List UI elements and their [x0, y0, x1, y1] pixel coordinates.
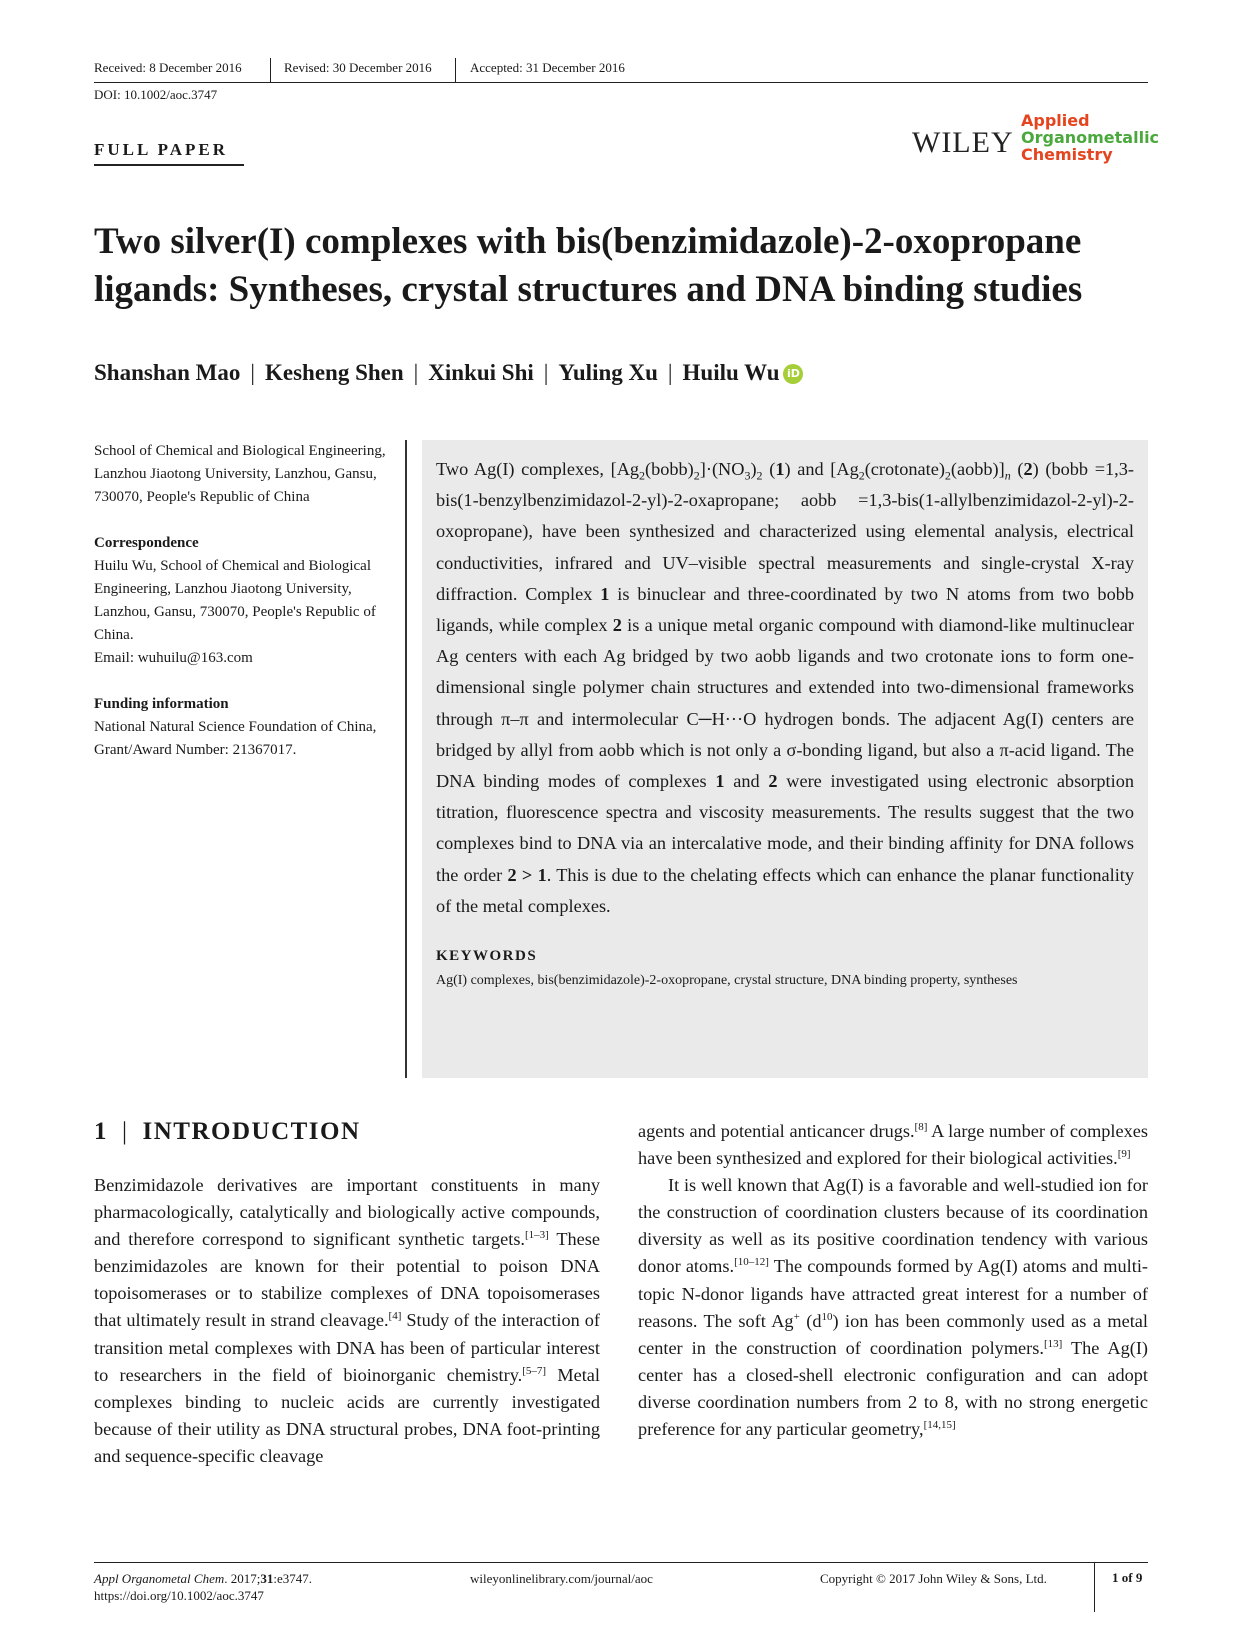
- title-line: Two silver(I) complexes with bis(benzimidazole)-2-oxopropane: [94, 221, 1082, 262]
- section-bar: |: [122, 1118, 129, 1145]
- page-number: 1 of 9: [1112, 1570, 1143, 1585]
- journal-logo-line: Chemistry: [1021, 145, 1113, 164]
- article-type: FULL PAPER: [94, 140, 229, 159]
- author-list: [94, 360, 803, 386]
- right-column: [638, 1118, 1148, 1443]
- citation[interactable]: [10–12]: [734, 1256, 769, 1269]
- intro-paragraph: Benzimidazole derivatives are important constituents in many pharmacologically, catalytically and biologically active compounds, and therefore correspond to significant synthetic targets.[1–3] These benzimidazoles are known for their potential to poison DNA topoisomerases or to stabilize complexes of DNA topoisomerases that ultimately result in strand cleavage.[4] Study of the interaction of transition metal complexes with DNA has been of particular interest to researchers in the field of bioinorganic chemistry.[5–7] Metal complexes binding to nucleic acids are currently investigated because of their utility as DNA structural probes, DNA foot-printing and sequence-specific cleavage: [94, 1175, 600, 1466]
- author: Kesheng Shen: [264, 360, 404, 385]
- column-divider: [405, 440, 407, 1078]
- citation[interactable]: [1–3]: [525, 1229, 549, 1242]
- article-dates: [94, 58, 1148, 83]
- title-line: ligands: Syntheses, crystal structures and DNA binding studies: [94, 269, 1083, 310]
- keywords-text: Ag(I) complexes, bis(benzimidazole)-2-oxopropane, crystal structure, DNA binding property, syntheses: [436, 973, 1018, 989]
- intro-paragraph: It is well known that Ag(I) is a favorable and well-studied ion for the construction of coordination clusters because of its coordination diversity as well as its positive coordination tendency with various donor atoms.[10–12] The compounds formed by Ag(I) atoms and multi-topic N-donor ligands have attracted great interest for a number of reasons. The soft Ag+ $(d^{10})$ ion has been commonly used as a metal center in the construction of coordination polymers.[13] The Ag(I) center has a closed-shell electronic configuration and can adopt diverse coordination numbers from 2 to 8, with no strong energetic preference for any particular geometry,[14,15]: [638, 1175, 1148, 1440]
- received-date: Received: 8 December 2016: [94, 60, 242, 75]
- article-type-underline: [94, 164, 244, 166]
- correspondence-heading: Correspondence: [94, 535, 199, 551]
- author: Shanshan Mao: [94, 360, 241, 385]
- section-heading: [94, 1118, 361, 1146]
- publisher-logo: WILEY: [912, 126, 1014, 159]
- revised-date: Revised: 30 December 2016: [284, 60, 432, 75]
- paper-title: [94, 218, 1154, 314]
- citation[interactable]: [8]: [914, 1120, 928, 1133]
- citation[interactable]: [5–7]: [522, 1364, 547, 1377]
- author-separator: |: [413, 360, 419, 385]
- correspondence-block: [94, 532, 394, 670]
- funding-text: National Natural Science Foundation of China, Grant/Award Number: 21367017.: [94, 719, 377, 758]
- accepted-date: Accepted: 31 December 2016: [470, 60, 625, 75]
- author-separator: |: [250, 360, 255, 385]
- journal-abbrev: Appl Organometal Chem: [94, 1571, 225, 1586]
- funding-heading: Funding information: [94, 696, 229, 712]
- doi: DOI: 10.1002/aoc.3747: [94, 87, 218, 102]
- author: Xinkui Shi: [428, 360, 534, 385]
- section-title: INTRODUCTION: [142, 1118, 361, 1145]
- keywords-heading: KEYWORDS: [436, 948, 538, 965]
- affiliation-column: [94, 440, 394, 785]
- author: Huilu Wu: [682, 360, 780, 385]
- date-divider: [270, 58, 271, 83]
- author-separator: |: [543, 360, 549, 385]
- abstract-text: Two Ag(I) complexes, $[Ag_2(bobb)_2]\cdot(NO_3)_2$ (1) and $[Ag_2(crotonate)_2(aobb)]_n$ (2) (bobb =1,3-bis(1-benzylbenzimidazol-2-yl)-2-oxapropane; aobb =1,3-bis(1-allylbenzimidazol-2-yl)-2-oxopropane), have been synthesized and characterized using elemental analysis, electrical conductivities, infrared and UV–visible spectral measurements and single-crystal X-ray diffraction. Complex 1 is binuclear and three-coordinated by two N atoms from two bobb ligands, while complex 2 is a unique metal organic compound with diamond-like multinuclear Ag centers with each Ag bridged by two aobb ligands and two crotonate ions to form one-dimensional single polymer chain structures and extended into two-dimensional frameworks through π–π and intermolecular C─H···O hydrogen bonds. The adjacent Ag(I) centers are bridged by allyl from aobb which is not only a σ-bonding ligand, but also a π-acid ligand. The DNA binding modes of complexes 1 and 2 were investigated using electronic absorption titration, fluorescence spectra and viscosity measurements. The results suggest that the two complexes bind to DNA via an intercalative mode, and their binding affinity for DNA follows the order 2 > 1. This is due to the chelating effects which can enhance the planar functionality of the metal complexes.: [436, 459, 1134, 916]
- funding-block: [94, 693, 394, 762]
- journal-logo-line: Applied: [1021, 111, 1090, 130]
- journal-site-link[interactable]: wileyonlinelibrary.com/journal/aoc: [470, 1571, 653, 1586]
- footer-citation: Appl Organometal Chem. 2017;31:e3747. https://doi.org/10.1002/aoc.3747: [94, 1571, 312, 1603]
- author-separator: |: [667, 360, 673, 385]
- abstract-box: [422, 440, 1148, 1078]
- citation[interactable]: [14,15]: [923, 1418, 956, 1431]
- email[interactable]: Email: wuhuilu@163.com: [94, 650, 253, 666]
- affiliation: School of Chemical and Biological Engineering, Lanzhou Jiaotong University, Lanzhou, Gansu, 730070, People's Republic of China: [94, 443, 386, 505]
- correspondence-text: Huilu Wu, School of Chemical and Biological Engineering, Lanzhou Jiaotong University, Lanzhou, Gansu, 730070, People's Republic of China.: [94, 558, 376, 643]
- citation[interactable]: [9]: [1117, 1148, 1131, 1160]
- journal-logo: [1021, 112, 1159, 163]
- intro-paragraph: agents and potential anticancer drugs.[8] A large number of complexes have been synthesized and explored for their biological activities.[9]: [638, 1120, 1148, 1169]
- footer-divider: [1094, 1562, 1095, 1612]
- copyright: Copyright © 2017 John Wiley & Sons, Ltd.: [820, 1571, 1047, 1586]
- journal-logo-line: Organometallic: [1021, 128, 1160, 147]
- footer-rule: [94, 1562, 1148, 1563]
- citation[interactable]: [13]: [1043, 1337, 1063, 1350]
- doi-link[interactable]: https://doi.org/10.1002/aoc.3747: [94, 1588, 264, 1603]
- date-divider: [455, 58, 456, 83]
- citation[interactable]: [4]: [388, 1310, 402, 1323]
- orcid-icon[interactable]: iD: [783, 364, 803, 384]
- section-number: 1: [94, 1118, 108, 1145]
- author: Yuling Xu: [558, 360, 658, 385]
